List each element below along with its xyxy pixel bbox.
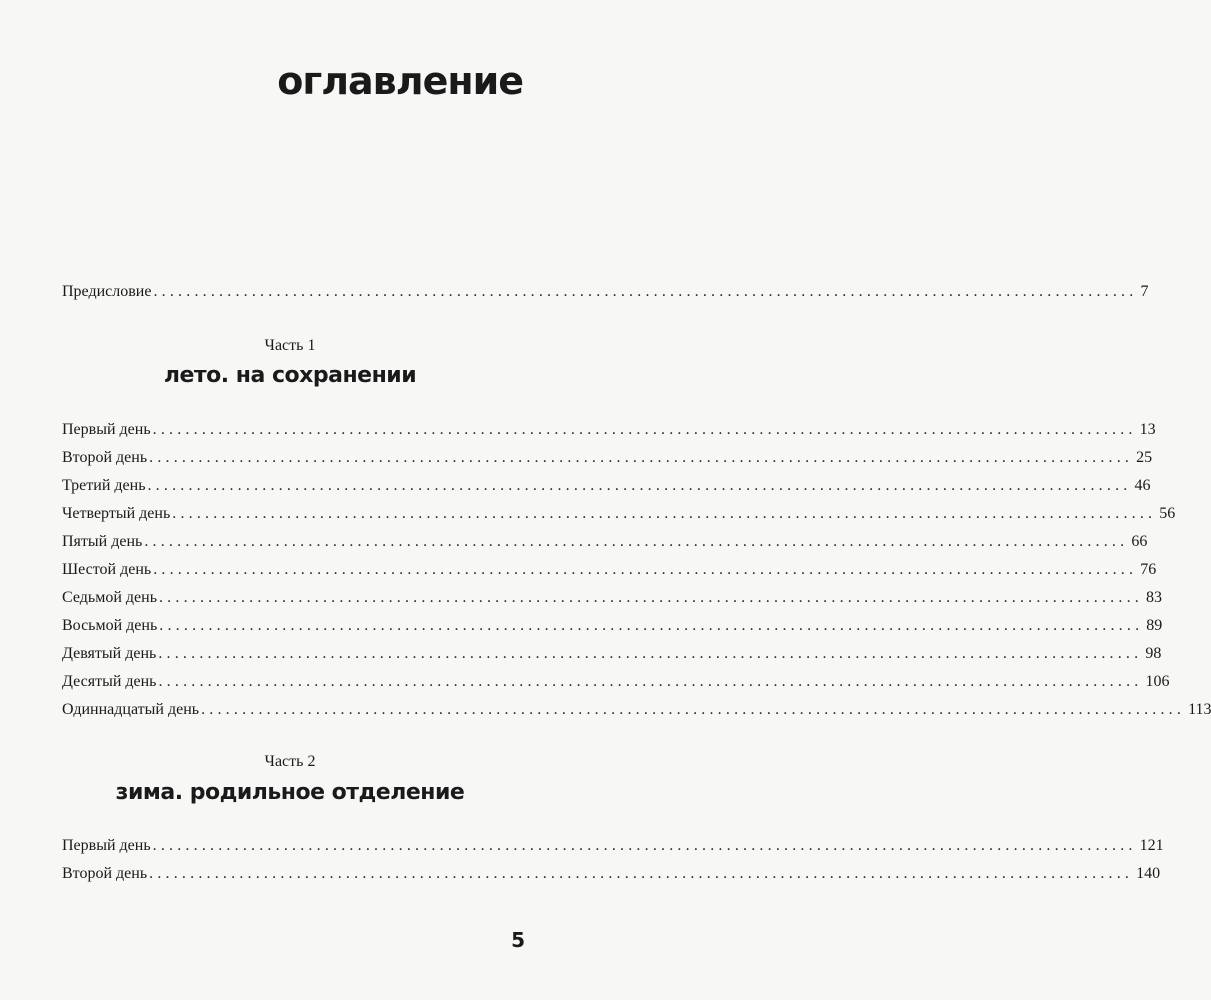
toc-entry-label: Второй день — [62, 449, 148, 466]
toc-entry-page: 13 — [1139, 421, 1156, 438]
toc-entry-label: Второй день — [62, 865, 148, 882]
toc-entry-page: 140 — [1136, 865, 1161, 882]
toc-entry — [62, 614, 1163, 638]
dot-leader: ........................................................................................................................ — [172, 505, 1157, 522]
dot-leader: ........................................................................................................................ — [158, 673, 1143, 690]
dot-leader: ........................................................................................................................ — [158, 589, 1143, 606]
toc-entry-page: 66 — [1131, 533, 1148, 550]
toc-entry-page: 46 — [1134, 477, 1151, 494]
toc-entry — [62, 698, 1211, 722]
toc-entry-page: 121 — [1139, 837, 1164, 854]
toc-entry-page: 106 — [1145, 673, 1170, 690]
part-1-title: лето. на сохранении — [163, 363, 417, 388]
toc-entry-label: Шестой день — [62, 561, 152, 578]
toc-entry — [62, 558, 1157, 582]
toc-entry-label: Девятый день — [62, 645, 157, 662]
dot-leader: ........................................................................................................................ — [158, 645, 1143, 662]
toc-entry-label: Пятый день — [62, 533, 143, 550]
dot-leader: ........................................................................................................................ — [152, 421, 1137, 438]
page-number: 5 — [511, 928, 525, 952]
toc-entry-page: 76 — [1140, 561, 1157, 578]
toc-entry — [62, 418, 1156, 442]
toc-entry — [62, 502, 1176, 526]
toc-entry — [62, 862, 1161, 886]
toc-entry-preface — [62, 280, 1149, 304]
toc-entry — [62, 474, 1151, 498]
toc-entry — [62, 834, 1164, 858]
toc-entry-label: Предисловие — [62, 283, 152, 300]
part-2-label: Часть 2 — [264, 753, 316, 770]
toc-entry-page: 56 — [1159, 505, 1176, 522]
dot-leader: ........................................................................................................................ — [144, 533, 1129, 550]
toc-entry-page: 25 — [1136, 449, 1153, 466]
toc-entry-page: 98 — [1145, 645, 1162, 662]
dot-leader: ........................................................................................................................ — [159, 617, 1144, 634]
toc-entry-label: Десятый день — [62, 673, 157, 690]
toc-entry — [62, 642, 1162, 666]
toc-entry — [62, 586, 1162, 610]
dot-leader: ........................................................................................................................ — [152, 837, 1137, 854]
dot-leader: ........................................................................................................................ — [147, 477, 1132, 494]
toc-entry-page: 89 — [1146, 617, 1163, 634]
dot-leader: ........................................................................................................................ — [153, 283, 1138, 300]
toc-entry-page: 83 — [1145, 589, 1162, 606]
toc-entry-label: Первый день — [62, 837, 151, 854]
toc-entry-label: Первый день — [62, 421, 151, 438]
toc-entry-label: Восьмой день — [62, 617, 158, 634]
toc-entry-label: Четвертый день — [62, 505, 171, 522]
toc-entry-label: Третий день — [62, 477, 146, 494]
part-2-title: зима. родильное отделение — [115, 780, 465, 805]
dot-leader: ........................................................................................................................ — [201, 701, 1186, 718]
part-1-label: Часть 1 — [264, 337, 316, 354]
toc-entry — [62, 446, 1153, 470]
toc-entry — [62, 530, 1148, 554]
toc-entry — [62, 670, 1170, 694]
toc-entry-label: Седьмой день — [62, 589, 157, 606]
dot-leader: ........................................................................................................................ — [153, 561, 1138, 578]
dot-leader: ........................................................................................................................ — [149, 865, 1134, 882]
toc-entry-page: 7 — [1140, 283, 1149, 300]
toc-entry-page: 113 — [1188, 701, 1211, 718]
toc-entry-label: Одиннадцатый день — [62, 701, 200, 718]
page-title: оглавление — [277, 59, 523, 103]
dot-leader: ........................................................................................................................ — [149, 449, 1134, 466]
